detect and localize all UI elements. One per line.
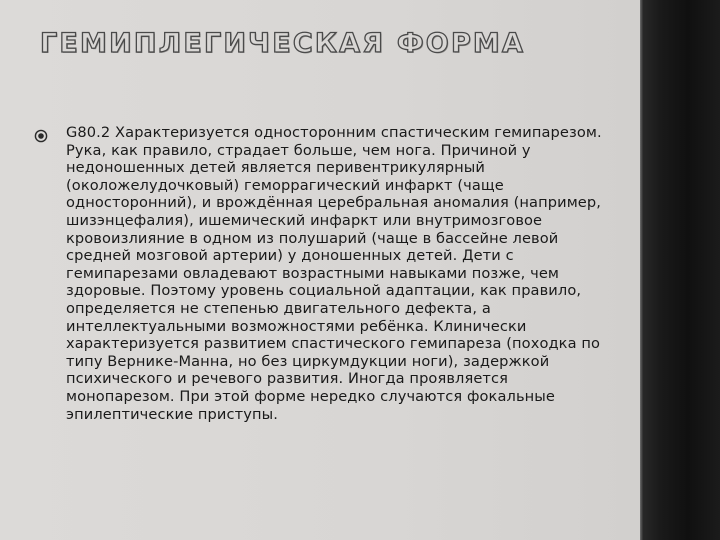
diagnosis-code: G80.2 — [66, 124, 111, 141]
slide-content — [34, 124, 606, 423]
bullet-item — [34, 124, 606, 423]
side-panel — [640, 0, 720, 540]
circle-dot-icon — [34, 129, 48, 143]
bullet-paragraph — [66, 124, 606, 423]
paragraph-lead: Характеризуется — [110, 124, 255, 141]
paragraph-emphasis: односторонним спастическим гемипарезом. — [254, 124, 602, 141]
paragraph-body: Рука, как правило, страдает больше, чем нога. Причиной у недоношенных детей является перивентрикулярный (околожелудочковый) геморрагический инфаркт (чаще односторонний), и врождённая церебральная аномалия (например, шизэнцефалия), ишемический инфаркт или внутримозговое кровоизлияние в одном из полушарий (чаще в бассейне левой средней мозговой артерии) у доношенных детей. Дети с гемипарезами овладевают возрастными навыками позже, чем здоровые. Поэтому уровень социальной адаптации, как правило, определяется не степенью двигательного дефекта, а интеллектуальными возможностями ребёнка. Клинически характеризуется развитием спастического гемипареза (походка по типу Вернике-Манна, но без циркумдукции ноги), задержкой психического и речевого развития. Иногда проявляется монопарезом. При этой форме нередко случаются фокальные эпилептические приступы. — [66, 141, 601, 423]
slide-title: ГЕМИПЛЕГИЧЕСКАЯ ФОРМА — [40, 28, 526, 59]
